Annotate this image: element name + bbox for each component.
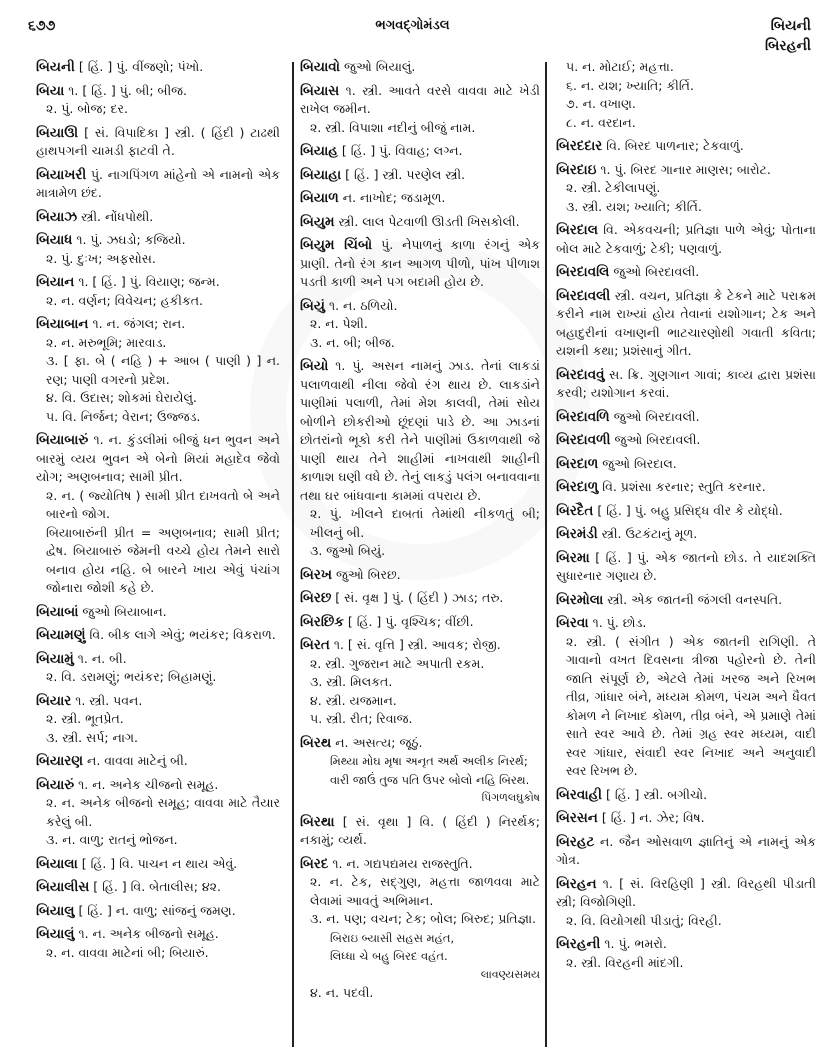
dictionary-entry — [36, 925, 280, 962]
definition-line: [ હિં. ] પું. વિવાહ; લગ્ન. — [341, 143, 463, 158]
headword: બિરદાવવું — [556, 366, 605, 383]
definition-line: ૧. ન. ગદ્યપદ્યમય રાજસ્તુતિ. — [332, 855, 473, 871]
definition-line: ૩. ન. વાળુ; રાતનું ભોજન. — [46, 832, 178, 847]
definition-line: ૩. ન. બી; બીજ. — [310, 334, 395, 350]
definition-line: પું. નેપાળનું કાળા રંગનું એક પ્રાણી. તેનો રંગ કાન આગળ પીળો, પાંખ પીળાશ પડતી કાળી અને પગ બદામી હોય છે. — [300, 237, 540, 289]
definition-line: જુઓ બિરદાલ. — [602, 455, 677, 471]
dictionary-entry — [300, 734, 540, 808]
page-number: ૬૭૭ — [28, 18, 56, 34]
definition-line: સ્ત્રી. નોંધપોથી. — [81, 208, 154, 224]
headword: બિયા — [36, 82, 65, 99]
definition-line: [ હિં. ] વિ. પાચન ન થાય એવું. — [81, 855, 238, 871]
definition-line: ૪. વિ. ઉદાસ; શોકમાં ઘેરાયેલું. — [46, 390, 197, 405]
dictionary-entry — [556, 366, 816, 403]
headword: બિયારું — [36, 776, 75, 793]
definition-line: [ હિં. ] ન. ઝેર; વિષ. — [601, 810, 705, 825]
dictionary-entry — [556, 431, 816, 450]
dictionary-entry — [36, 273, 280, 310]
definition-line: વિ. પ્રશંસા કરનાર; સ્તુતિ કરનાર. — [602, 479, 766, 494]
dictionary-entry — [300, 636, 540, 729]
definition-line: ૨. સ્ત્રી. ભૂતપ્રેત. — [46, 711, 124, 726]
dictionary-entry — [300, 189, 540, 208]
headword: બિયાબાં — [36, 603, 79, 620]
definition-line: [ હિં. ] સ્ત્રી. પરણેલ સ્ત્રી. — [345, 166, 466, 182]
headword: બિયાધ — [36, 232, 73, 248]
running-title: ભગવદ્ગોમંડલ — [375, 18, 450, 33]
definition-line: વિ. એકવચની; પ્રતિજ્ઞા પાળે એવું; પોતાના બોલ માટે ટેકવાળું; ટેકી; પણવાળું. — [556, 222, 816, 256]
dictionary-entry — [556, 287, 816, 361]
headword: બિયાસ — [300, 82, 340, 99]
dictionary-entry — [36, 208, 280, 227]
headword: બિયુમ — [300, 213, 335, 230]
definition-line: ૧. ન. બી. — [77, 650, 127, 666]
definition-line: ૪. ન. પદવી. — [310, 985, 374, 1000]
definition-line: [ સં. વૃથા ] વિ. ( હિંદી ) નિરર્થક; નકામું; વ્યર્થ. — [300, 813, 540, 847]
dictionary-entry — [36, 878, 280, 897]
definition-line: સ્ત્રી. એક જાતની જંગલી વનસ્પતિ. — [607, 591, 783, 607]
definition-line: બિયાબારુંની પ્રીત = અણબનાવ; સામી પ્રીત; દ્વેષ. બિયાબારું જેમની વચ્ચે હોય તેમને સારો બનાવ હોય નહિ. બે બારને ખાય એવું પંચાંગ જોનારા જોશી કહે છે. — [46, 524, 280, 595]
dictionary-entry — [556, 137, 816, 156]
dictionary-entry — [556, 221, 816, 258]
definition-line: ૨. સ્ત્રી. ( સંગીત ) એક જાતની રાગિણી. તે ગાવાનો વખત દિવસના ત્રીજા પહોરનો છે. તેની જાતિ સંપૂર્ણ છે, એટલે તેમાં ખરજ અને રિખભ તીવ્ર, ગાંધાર બંને, મધ્યમ કોમળ, પંચમ અને ધૈવત કોમળ ને નિખાદ કોમળ, તીવ્ર બંને, એ પ્રમાણે તેમાં સાતે સ્વર આવે છે. તેમાં ગ્રહ સ્વર મધ્યમ, વાદી સ્વર ગાંધાર, સંવાદી સ્વર નિખાદ અને અનુવાદી સ્વર રિખભ છે. — [566, 633, 816, 778]
definition-line: ૧. ન. અનેક ચીજનો સમૂહ. — [78, 776, 219, 792]
headword: બિયો — [300, 358, 329, 374]
headword: બિયાબાન — [36, 316, 89, 332]
definition-line: ૨. ન. મરુભૂમિ; મારવાડ. — [46, 334, 167, 350]
dictionary-entry — [36, 166, 280, 203]
dictionary-entry — [36, 315, 280, 426]
definition-line: ૩. ન. પણ; વચન; ટેક; બોલ; બિરુદ; પ્રતિજ્ઞા. — [310, 911, 536, 926]
headword: બિરથ — [300, 734, 332, 751]
dictionary-entry — [36, 626, 280, 645]
definition-line: [ હિં. ] પું. એક જાતનો છોડ. તે યાદશક્તિ સુધારનાર ગણાય છે. — [556, 549, 816, 583]
dictionary-entry — [36, 603, 280, 622]
definition-line: ૨. ન. ( જ્યોતિષ ) સામી પ્રીત દાખવતો બે અને બારનો જોગ. — [46, 487, 280, 521]
citation-source: પિંગળલઘુકોષ — [481, 791, 540, 804]
definition-line: ૨. વિ. ડરામણું; ભયંકર; બિહામણું. — [46, 669, 217, 684]
dictionary-entry — [556, 833, 816, 870]
definition-line: ૫. ન. મોટાઈ; મહત્તા. — [566, 59, 674, 74]
headword: બિરખ — [300, 566, 332, 583]
definition-line: ૩. સ્ત્રી. મિલકત. — [310, 674, 393, 689]
definition-line: જુઓ બિરછ. — [335, 566, 401, 582]
dictionary-entry — [36, 902, 280, 921]
definition-line: ૧. પું. બિરદ ગાનાર માણસ; બારોટ. — [600, 161, 771, 177]
definition-line: સ્ત્રી. વચન, પ્રતિજ્ઞા કે ટેકને માટે પરાક્રમ કરીને નામ રાખ્યાં હોય તેવાનાં યશોગાન; ટેક અને બહાદુરીનાં વખાણની ભાટચારણોથી ગવાતી કવિતા; યશની કથા; પ્રશંસાનું ગીત. — [556, 287, 816, 358]
definition-line: ૧. ન. અનેક બીજનો સમૂહ. — [78, 926, 219, 941]
definition-line: ૧. પું. છોડ. — [592, 615, 647, 630]
quotation-line: બિરાઇ બ્યાસી સહસ મહંત, — [330, 930, 455, 945]
definition-line: ૭. ન. વખાણ. — [566, 96, 636, 111]
headword: બિરદાળુ — [556, 479, 599, 495]
dictionary-entry — [300, 855, 540, 1003]
definition-line: ૨. ન. વાવવા માટેનાં બી; બિયારું. — [46, 944, 209, 960]
headword: બિરદાળ — [556, 455, 599, 472]
quotation-line: વારી જાઉં તુજ પતિ ઉપર બોલો નહિ બિરથ. — [330, 772, 530, 787]
headword: બિયાન — [36, 274, 75, 290]
column-divider — [292, 62, 294, 1047]
definition-line: ૨. પું. દુઃખ; અફસોસ. — [46, 250, 156, 266]
headword: બિરદાલ — [556, 222, 598, 238]
definition-line: ૩. [ ફા. બે ( નહિ ) + આબ ( પાણી ) ] ન. રણ; પાણી વગરનો પ્રદેશ. — [46, 353, 280, 387]
dictionary-entry — [556, 786, 816, 805]
headword: બિયાવો — [300, 59, 341, 75]
definition-line: [ હિં. ] પું. વૃશ્ચિક; વીંછી. — [347, 613, 474, 629]
definition-line: ન. નાખોદ; જડામૂળ. — [342, 190, 446, 205]
quotation-line: લિધ્ધા ચે બહુ બિરદ વહંત. — [330, 949, 448, 963]
definition-line: ૧. [ હિં. ] પું. વિયાણ; જન્મ. — [78, 274, 220, 289]
headword: બિયાલીસ — [36, 879, 90, 895]
headword: બિયાળ — [300, 190, 339, 206]
definition-line: ૧. પું. ઝઘડો; કજિયો. — [76, 232, 186, 247]
headword: બિરદાવળિ — [556, 408, 610, 425]
definition-line: જુઓ બિરદાવલી. — [613, 408, 700, 424]
headword: બિરવા — [556, 615, 589, 631]
definition-line: ૩. સ્ત્રી. યશ; ખ્યાતિ; કીર્તિ. — [566, 198, 702, 214]
definition-line: વિ. બીક લાગે એવું; ભયંકર; વિકરાળ. — [89, 627, 276, 642]
dictionary-entry — [556, 614, 816, 781]
headword: બિયાઝ — [36, 208, 78, 225]
definition-line: [ હિં. ] સ્ત્રી. બગીચો. — [606, 786, 708, 802]
headword: બિયાબારું — [36, 432, 89, 448]
headword: બિરદાવલિ — [556, 264, 610, 280]
definition-line: [ સં. વિપાદિકા ] સ્ત્રી. ( હિંદી ) ટાઢથી હાથપગની ચામડી ફાટવી તે. — [36, 124, 280, 158]
guide-word-first: બિયની — [770, 18, 811, 34]
definition-line: ૫. સ્ત્રી. રીત; રિવાજ. — [310, 711, 413, 726]
definition-line: ૨. પું. બોજ; દર. — [46, 101, 128, 116]
dictionary-entry — [556, 591, 816, 610]
citation-source: લાવણ્યસમય — [480, 967, 540, 981]
dictionary-entry — [300, 58, 540, 77]
definition-line: જુઓ બિરદાવલી. — [613, 264, 700, 279]
headword: બિરત — [300, 637, 330, 653]
headword: બિરદ — [300, 855, 329, 872]
column-1 — [36, 58, 280, 967]
headword: બિરમોલા — [556, 591, 604, 608]
dictionary-entry — [36, 855, 280, 874]
headword: બિયાહ — [300, 143, 338, 159]
headword: બિયાખરી — [36, 166, 87, 183]
dictionary-entry — [36, 431, 280, 598]
definition-line: ૧. ન. ઠળિયો. — [328, 297, 398, 313]
column-3 — [556, 58, 816, 977]
definition-line: ૧. [ સં. વિરહિણી ] સ્ત્રી. વિરહથી પીડાતી સ્ત્રી; વિજોગિણી. — [556, 875, 816, 909]
headword: બિયારણ — [36, 753, 84, 769]
dictionary-entry — [556, 263, 816, 282]
definition-line: ૧. સ્ત્રી. પવન. — [75, 692, 143, 708]
dictionary-entry — [300, 613, 540, 632]
definition-line: ૨. ન. વર્ણન; વિવેચન; હકીકત. — [46, 292, 203, 308]
definition-line: ૧. [ હિં. ] પું. બી; બીજ. — [68, 82, 187, 98]
dictionary-entry — [300, 236, 540, 292]
definition-line: ૨. ન. પેશી. — [310, 316, 368, 331]
column-2 — [300, 58, 540, 1008]
definition-line: ૧. પું. અસન નામનું ઝાડ. તેનાં લાકડાં પલાળવાથી નીલા જેવો રંગ થાય છે. લાકડાંને પાણીમાં પલાળી, તેમાં મેશ કાલવી, તેમાં સોય બોળીને છોકરીઓ છૂંદણાં પાડે છે. આ ઝાડનાં છોતરાંનો ભૂકો કરી તેને પાણીમાં ઉકાળવાથી જે પાણી થાય તેને શાહીમાં નાખવાથી શાહીની કાળાશ ઘણી વધે છે. તેનું લાકડું પલંગ બનાવવાના તથા ઘર બાંધવાના કામમાં વપરાય છે. — [300, 358, 540, 503]
headword: બિરહની — [556, 936, 601, 952]
definition-line: જુઓ બિરદાવલી. — [614, 432, 701, 447]
definition-line: [ હિં. ] પું. વીંજણો; પંખો. — [78, 59, 204, 74]
definition-line: ૨. સ્ત્રી. ગુજરાન માટે અપાતી રકમ. — [310, 655, 485, 671]
headword: બિરહન — [556, 875, 597, 892]
definition-line: [ હિં. ] ન. વાળુ; સાંજનું જમણ. — [78, 902, 236, 918]
dictionary-entry — [36, 58, 280, 77]
definition-line: સ્ત્રી. લાલ પેટવાળી ઊડતી ખિસકોલી. — [338, 213, 520, 229]
definition-line: ૧. ન. જંગલ; રાન. — [92, 316, 186, 331]
headword: બિરદૈત — [556, 502, 594, 519]
definition-line: ૧. ન. કુંડલીમાં બીજું ધન ભુવન અને બારમું વ્યય ભુવન એ બેનો મિયાં મહાદેવ જેવો યોગ; અણબનાવ; સામી પ્રીત. — [36, 432, 280, 484]
dictionary-entry — [36, 124, 280, 161]
dictionary-entry — [556, 502, 816, 521]
definition-line: [ હિં. ] વિ. બેતાલીસ; ૪૨. — [93, 879, 221, 894]
dictionary-entry — [36, 650, 280, 687]
headword: બિરદાવળી — [556, 432, 611, 448]
dictionary-entry — [556, 935, 816, 972]
dictionary-entry — [300, 213, 540, 232]
definition-line: ૩. જુઓ બિયું. — [310, 543, 386, 558]
headword: બિયામું — [36, 650, 74, 667]
dictionary-entry — [556, 58, 816, 132]
dictionary-entry — [556, 455, 816, 474]
column-divider — [545, 62, 547, 1047]
headword: બિયાર — [36, 692, 72, 709]
definition-line: જુઓ બિયાબાન. — [82, 603, 167, 619]
definition-line: ૧. પું. ભમરો. — [604, 936, 667, 951]
definition-line: ૩. સ્ત્રી. સર્પ; નાગ. — [46, 729, 139, 745]
headword: બિયામણું — [36, 627, 86, 643]
headword: બિયની — [36, 59, 75, 75]
headword: બિરહટ — [556, 833, 595, 850]
headword: બિરમા — [556, 549, 590, 566]
definition-line: ૨. સ્ત્રી. ટેકીલાપણું. — [566, 180, 661, 195]
dictionary-entry — [36, 776, 280, 850]
dictionary-entry — [300, 566, 540, 585]
headword: બિયું — [300, 297, 325, 314]
definition-line: ન. જૈન ઓસવાળ જ્ઞાતિનું એ નામનું એક ગોત્ર. — [556, 833, 816, 867]
definition-line: વિ. બિરદ પાળનાર; ટેકવાળું. — [606, 138, 744, 153]
definition-line: ૨. પું. ખીલને દાબતાં તેમાંથી નીકળતું બી; ખીલનું બી. — [310, 506, 540, 540]
guide-words — [765, 16, 811, 56]
dictionary-entry — [556, 478, 816, 497]
definition-line: ૨. ન. ટેક, સદ્ગુણ, મહત્તા જાળવવા માટે લેવામાં આવતું અભિમાન. — [310, 874, 540, 908]
definition-line: [ સં. વૃક્ષ ] પું. ( હિંદી ) ઝાડ; તરુ. — [335, 590, 504, 605]
dictionary-entry — [36, 752, 280, 771]
definition-line: ૧. [ સં. વૃત્તિ ] સ્ત્રી. આવક; રોજી. — [333, 637, 501, 652]
headword: બિયાલા — [36, 855, 78, 872]
dictionary-entry — [36, 231, 280, 268]
dictionary-entry — [556, 408, 816, 427]
definition-line: જુઓ બિયાલું. — [344, 59, 416, 74]
headword: બિરછિક — [300, 613, 344, 630]
dictionary-entry — [300, 357, 540, 561]
definition-line: ૨. સ્ત્રી. વિરહની માંદગી. — [566, 954, 684, 970]
dictionary-entry — [300, 142, 540, 161]
headword: બિરથા — [300, 813, 335, 830]
headword: બિરવાહી — [556, 786, 603, 803]
dictionary-entry — [300, 813, 540, 850]
definition-line: ૪. સ્ત્રી. યજમાન. — [310, 692, 397, 708]
definition-line: ૬. ન. યશ; ખ્યાતિ; કીર્તિ. — [566, 77, 694, 93]
headword: બિરછ — [300, 590, 332, 606]
definition-line: ન. વાવવા માટેનું બી. — [87, 753, 188, 768]
quotation-line: મિથ્યા મોઘ મૃષા અનૃત અર્થ અલીક નિરર્થ; — [330, 754, 528, 768]
definition-line: ૫. વિ. નિર્જન; વેરાન; ઉજ્જડ. — [46, 408, 201, 424]
dictionary-entry — [556, 525, 816, 544]
definition-line: ૨. વિ. વિયોગથી પીડાતું; વિરહી. — [566, 912, 722, 928]
definition-line: ૨. સ્ત્રી. વિપાશા નદીનું બીજું નામ. — [310, 119, 476, 135]
definition-line: પું. નાગપિંગળ માંહેનો એ નામનો એક માત્રામેળ છંદ. — [36, 166, 280, 200]
dictionary-entry — [300, 82, 540, 138]
definition-line: ૧. સ્ત્રી. આવતે વરસે વાવવા માટે ખેડી રાખેલ જમીન. — [300, 82, 540, 116]
headword: બિરદાવલી — [556, 287, 611, 304]
headword: બિયાલું — [36, 926, 75, 942]
dictionary-entry — [556, 161, 816, 217]
definition-line: [ હિં. ] પું. બહુ પ્રસિદ્ધ વીર કે યોદ્ધો. — [597, 502, 783, 518]
headword: બિયાહા — [300, 166, 342, 183]
headword: બિરદાઇ — [556, 161, 597, 178]
dictionary-entry — [300, 297, 540, 353]
page-header — [0, 0, 825, 54]
dictionary-entry — [556, 809, 816, 828]
definition-line: ૮. ન. વરદાન. — [566, 114, 636, 130]
dictionary-entry — [36, 82, 280, 119]
dictionary-entry — [556, 549, 816, 586]
headword: બિરસન — [556, 810, 598, 826]
definition-line: ૨. ન. અનેક બીજનો સમૂહ; વાવવા માટે તૈયાર કરેલું બી. — [46, 795, 280, 829]
headword: બિયાઊ — [36, 124, 79, 141]
guide-word-last: બિરહની — [764, 38, 811, 54]
dictionary-entry — [36, 692, 280, 748]
headword: બિરદદાર — [556, 138, 603, 154]
headword: બિરમંડી — [556, 526, 598, 542]
headword: બિયુમ ચિંબો — [300, 237, 373, 253]
definition-line: સ્ત્રી. ઉટકંટાનું મૂળ. — [601, 526, 698, 541]
headword: બિયાલુ — [36, 902, 75, 919]
definition-line: સ. ક્રિ. ગુણગાન ગાવાં; કાવ્ય દ્વારા પ્રશંસા કરવી; યશોગાન કરવાં. — [556, 366, 816, 400]
dictionary-entry — [556, 875, 816, 931]
dictionary-entry — [300, 166, 540, 185]
definition-line: ન. અસત્ય; જૂઠું. — [335, 734, 423, 750]
dictionary-entry — [300, 589, 540, 608]
